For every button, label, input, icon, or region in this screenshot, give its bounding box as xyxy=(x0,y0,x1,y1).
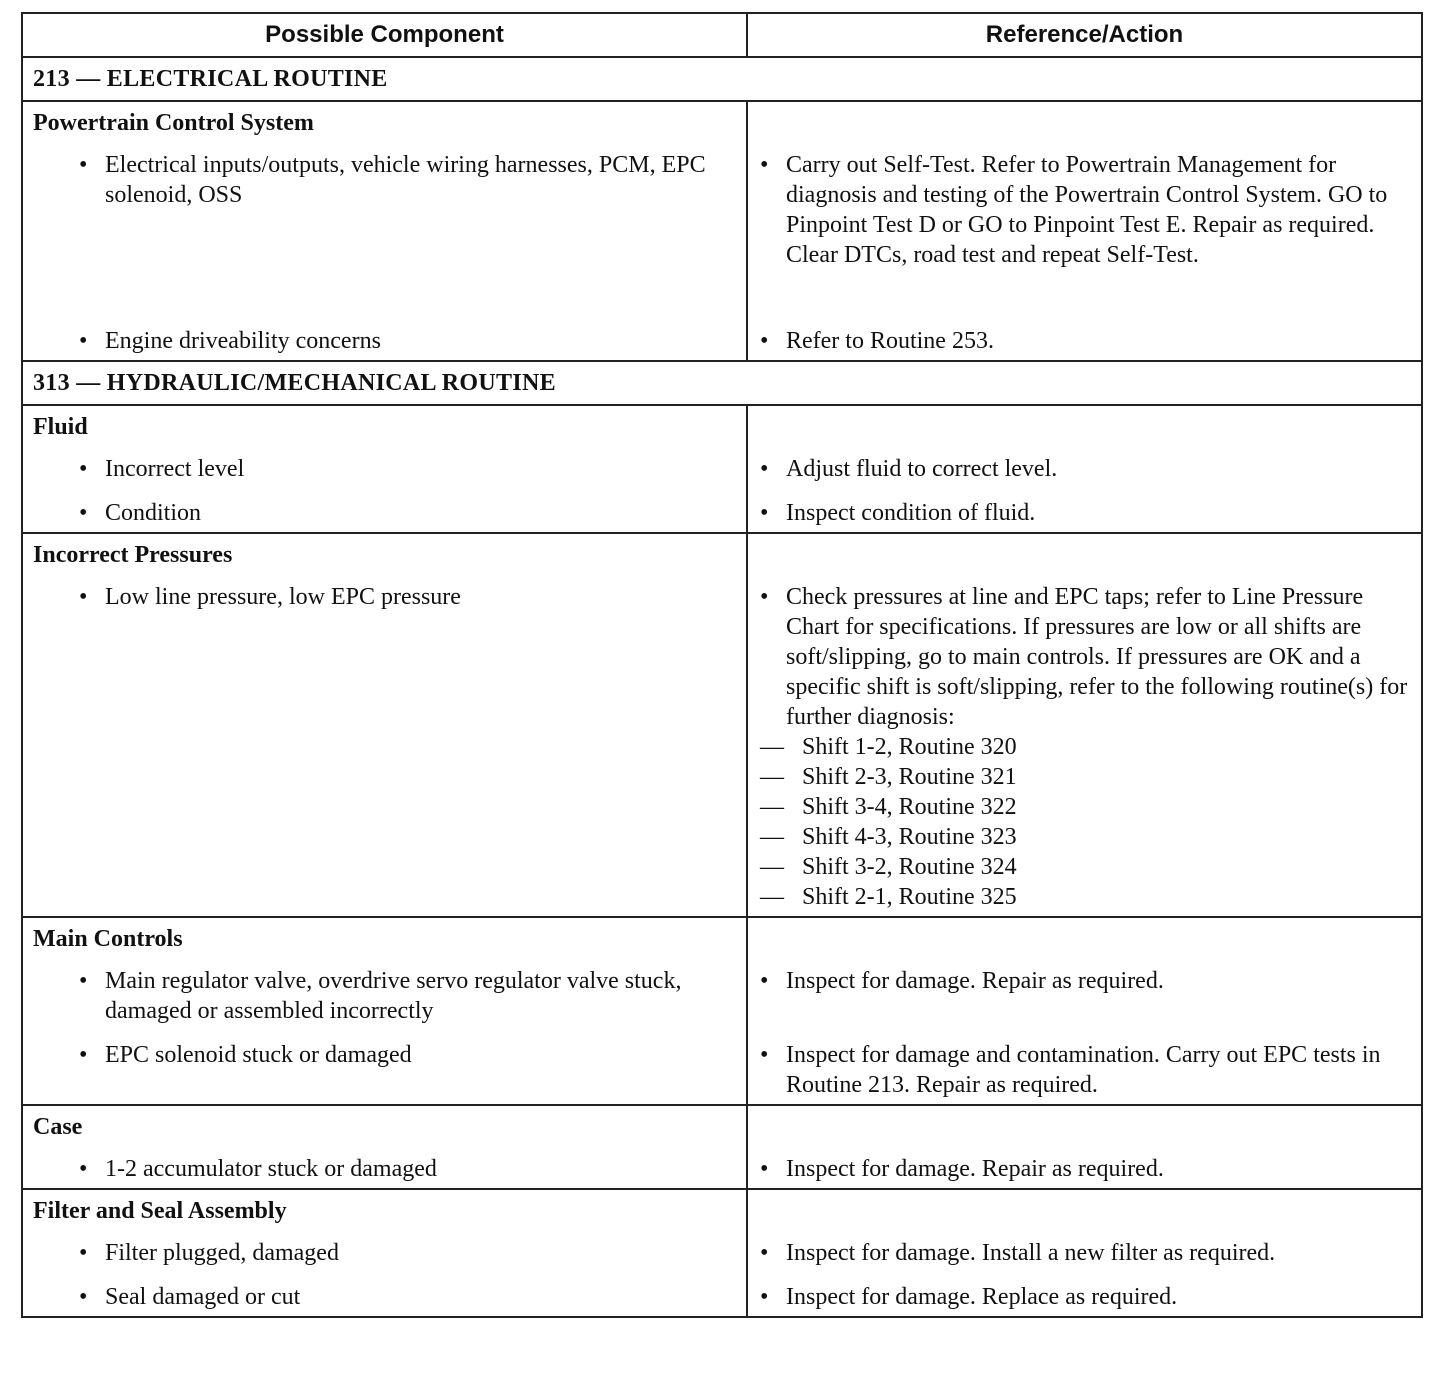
component-item xyxy=(23,498,746,528)
section-row xyxy=(22,361,1422,405)
header-reference-action: Reference/Action xyxy=(747,13,1422,57)
bullet-icon: • xyxy=(79,584,88,610)
action-item xyxy=(748,454,1421,484)
bullet-icon: • xyxy=(79,1284,88,1310)
group-title: Case xyxy=(33,1114,83,1140)
component-text: Low line pressure, low EPC pressure xyxy=(105,584,461,610)
sub-item xyxy=(748,792,1421,822)
action-cell xyxy=(747,1189,1422,1317)
group-row xyxy=(22,533,1422,917)
header-possible-component: Possible Component xyxy=(22,13,747,57)
bullet-icon: • xyxy=(79,152,88,178)
section-row xyxy=(22,57,1422,101)
bullet-icon: • xyxy=(760,968,769,994)
action-spacer xyxy=(748,918,1421,952)
dash-icon: — xyxy=(760,824,784,850)
dash-icon: — xyxy=(760,794,784,820)
diagnosis-table xyxy=(21,12,1423,1318)
action-spacer xyxy=(748,1190,1421,1224)
dash-icon: — xyxy=(760,734,784,760)
component-text: Seal damaged or cut xyxy=(105,1284,301,1310)
group-title: Main Controls xyxy=(33,926,183,952)
action-cell xyxy=(747,1105,1422,1189)
action-text: Inspect for damage. Install a new filter as required. xyxy=(786,1240,1276,1266)
group-row xyxy=(22,1105,1422,1189)
component-cell xyxy=(22,405,747,533)
group-row xyxy=(22,917,1422,1105)
action-text: Inspect for damage. Replace as required. xyxy=(786,1284,1178,1310)
component-item xyxy=(23,1040,746,1070)
bullet-icon: • xyxy=(760,1240,769,1266)
sub-item xyxy=(748,822,1421,852)
action-item xyxy=(748,582,1421,732)
bullet-icon: • xyxy=(79,500,88,526)
section-title: 313 — HYDRAULIC/MECHANICAL ROUTINE xyxy=(22,361,1422,405)
sub-item-text: Shift 3-4, Routine 322 xyxy=(802,794,1017,820)
dash-icon: — xyxy=(760,884,784,910)
action-item xyxy=(748,1040,1421,1100)
action-text: Adjust fluid to correct level. xyxy=(786,456,1058,482)
group-title: Filter and Seal Assembly xyxy=(33,1198,287,1224)
sub-item xyxy=(748,762,1421,792)
sub-item-text: Shift 1-2, Routine 320 xyxy=(802,734,1017,760)
component-item xyxy=(23,1154,746,1184)
sub-item-text: Shift 3-2, Routine 324 xyxy=(802,854,1017,880)
bullet-icon: • xyxy=(760,1284,769,1310)
bullet-icon: • xyxy=(79,968,88,994)
header-row xyxy=(22,13,1422,57)
group-title: Powertrain Control System xyxy=(33,110,314,136)
action-spacer xyxy=(748,102,1421,136)
component-cell xyxy=(22,1105,747,1189)
action-item xyxy=(748,150,1421,326)
component-item xyxy=(23,150,746,326)
sub-item-text: Shift 4-3, Routine 323 xyxy=(802,824,1017,850)
component-text: Engine driveability concerns xyxy=(105,328,381,354)
group-row xyxy=(22,101,1422,361)
action-item xyxy=(748,1238,1421,1268)
dash-icon: — xyxy=(760,854,784,880)
action-text: Carry out Self-Test. Refer to Powertrain Management for diagnosis and testing of the Powertrain Control System. GO to Pinpoint Test D or GO to Pinpoint Test E. Repair as required. Clear DTCs, road test and repeat Self-Test. xyxy=(786,152,1388,268)
action-spacer xyxy=(748,1106,1421,1140)
component-text: EPC solenoid stuck or damaged xyxy=(105,1042,412,1068)
bullet-icon: • xyxy=(760,456,769,482)
action-spacer xyxy=(748,406,1421,440)
bullet-icon: • xyxy=(760,152,769,178)
section-title: 213 — ELECTRICAL ROUTINE xyxy=(22,57,1422,101)
component-text: Electrical inputs/outputs, vehicle wiring harnesses, PCM, EPC solenoid, OSS xyxy=(105,152,706,208)
bullet-icon: • xyxy=(760,500,769,526)
action-text: Inspect for damage. Repair as required. xyxy=(786,1156,1164,1182)
dash-icon: — xyxy=(760,764,784,790)
component-text: Main regulator valve, overdrive servo regulator valve stuck, damaged or assembled incorrectly xyxy=(105,968,682,1024)
component-item xyxy=(23,454,746,484)
action-text: Inspect condition of fluid. xyxy=(786,500,1036,526)
action-cell xyxy=(747,405,1422,533)
group-title: Incorrect Pressures xyxy=(33,542,233,568)
action-text: Inspect for damage and contamination. Carry out EPC tests in Routine 213. Repair as required. xyxy=(786,1042,1381,1098)
bullet-icon: • xyxy=(760,1042,769,1068)
group-row xyxy=(22,405,1422,533)
action-cell xyxy=(747,101,1422,361)
bullet-icon: • xyxy=(760,584,769,610)
action-cell xyxy=(747,533,1422,917)
component-item xyxy=(23,582,746,612)
action-item xyxy=(748,326,1421,356)
component-text: Condition xyxy=(105,500,202,526)
action-cell xyxy=(747,917,1422,1105)
bullet-icon: • xyxy=(79,1240,88,1266)
bullet-icon: • xyxy=(760,328,769,354)
sub-item xyxy=(748,732,1421,762)
action-item xyxy=(748,498,1421,528)
component-cell xyxy=(22,1189,747,1317)
bullet-icon: • xyxy=(79,1156,88,1182)
sub-item-text: Shift 2-3, Routine 321 xyxy=(802,764,1017,790)
component-text: Filter plugged, damaged xyxy=(105,1240,339,1266)
group-title: Fluid xyxy=(33,414,88,440)
action-item xyxy=(748,1282,1421,1312)
component-item xyxy=(23,326,746,356)
action-item xyxy=(748,966,1421,1026)
component-text: 1-2 accumulator stuck or damaged xyxy=(105,1156,437,1182)
action-spacer xyxy=(748,534,1421,568)
component-item xyxy=(23,966,746,1026)
component-cell xyxy=(22,917,747,1105)
sub-item xyxy=(748,882,1421,912)
action-text: Refer to Routine 253. xyxy=(786,328,994,354)
action-text: Inspect for damage. Repair as required. xyxy=(786,968,1164,994)
component-text: Incorrect level xyxy=(105,456,245,482)
bullet-icon: • xyxy=(79,328,88,354)
action-item xyxy=(748,1154,1421,1184)
bullet-icon: • xyxy=(79,456,88,482)
component-cell xyxy=(22,101,747,361)
component-item xyxy=(23,1282,746,1312)
component-cell xyxy=(22,533,747,917)
bullet-icon: • xyxy=(760,1156,769,1182)
action-text: Check pressures at line and EPC taps; refer to Line Pressure Chart for specifications. If pressures are low or all shifts are soft/slipping, go to main controls. If pressures are OK and a specific shift is soft/slipping, refer to the following routine(s) for further diagnosis: xyxy=(786,584,1408,730)
sub-item-text: Shift 2-1, Routine 325 xyxy=(802,884,1017,910)
component-item xyxy=(23,1238,746,1268)
sub-item xyxy=(748,852,1421,882)
bullet-icon: • xyxy=(79,1042,88,1068)
group-row xyxy=(22,1189,1422,1317)
